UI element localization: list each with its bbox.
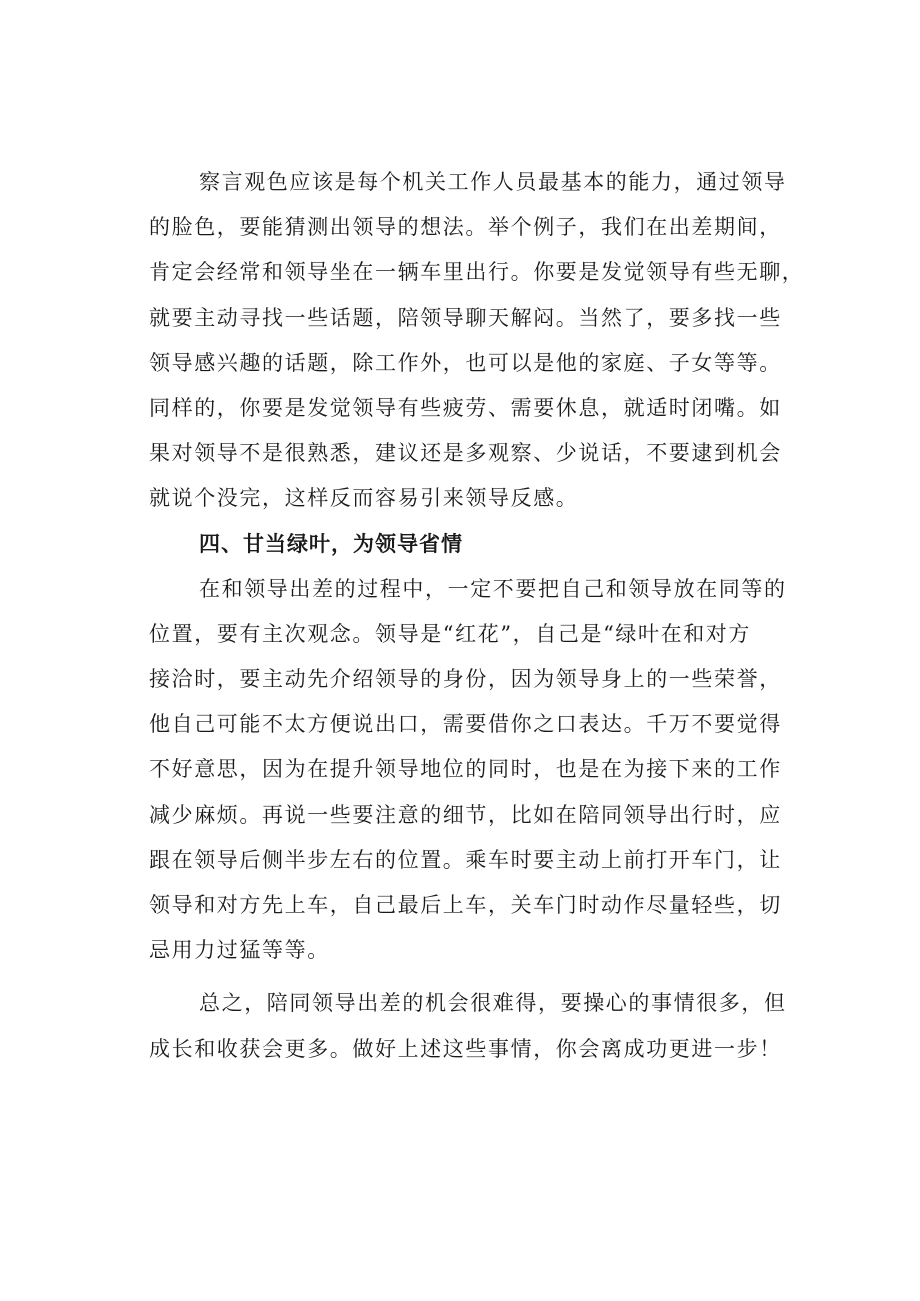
section-heading: 四、甘当绿叶，为领导省情: [199, 531, 463, 556]
paragraph-line: 的脸色，要能猜测出领导的想法。举个例子，我们在出差期间，: [149, 215, 782, 240]
paragraph-line: 领导感兴趣的话题，除工作外，也可以是他的家庭、子女等等。: [149, 350, 782, 375]
paragraph-line: 察言观色应该是每个机关工作人员最基本的能力，通过领导: [199, 170, 787, 194]
paragraph-line: 同样的，你要是发觉领导有些疲劳、需要休息，就适时闭嘴。如: [149, 395, 782, 420]
paragraph-line: 他自己可能不太方便说出口，需要借你之口表达。千万不要觉得: [149, 712, 782, 737]
paragraph-green-leaf: [149, 567, 801, 974]
paragraph-observe-expressions: [149, 160, 805, 522]
paragraph-line: 肯定会经常和领导坐在一辆车里出行。你要是发觉领导有些无聊，: [149, 260, 805, 285]
paragraph-line: 总之，陪同领导出差的机会很难得，要操心的事情很多，但: [199, 991, 787, 1016]
paragraph-line: 果对领导不是很熟悉，建议还是多观察、少说话，不要逮到机会: [149, 441, 782, 466]
paragraph-line: 忌用力过猛等等。: [149, 938, 330, 963]
paragraph-line: 就说个没完，这样反而容易引来领导反感。: [149, 486, 579, 511]
document-page: [149, 160, 805, 1072]
paragraph-line: 跟在领导后侧半步左右的位置。乘车时要主动上前打开车门，让: [149, 847, 782, 872]
paragraph-line: 接洽时，要主动先介绍领导的身份，因为领导身上的一些荣誉，: [149, 667, 782, 692]
paragraph-spacer: [149, 973, 801, 981]
paragraph-line: 不好意思，因为在提升领导地位的同时，也是在为接下来的工作: [149, 757, 782, 782]
paragraph-line: 在和领导出差的过程中，一定不要把自己和领导放在同等的: [199, 576, 787, 601]
paragraph-line: 减少麻烦。再说一些要注意的细节，比如在陪同领导出行时，应: [149, 802, 782, 827]
paragraph-conclusion: [149, 981, 801, 1071]
paragraph-line: 领导和对方先上车，自己最后上车，关车门时动作尽量轻些，切: [149, 893, 782, 917]
paragraph-line: 成长和收获会更多。做好上述这些事情，你会离成功更进一步！: [149, 1036, 782, 1061]
paragraph-line: 位置，要有主次观念。领导是“红花”，自己是“绿叶在和对方: [149, 621, 752, 646]
paragraph-line: 就要主动寻找一些话题，陪领导聊天解闷。当然了，要多找一些: [149, 305, 782, 330]
